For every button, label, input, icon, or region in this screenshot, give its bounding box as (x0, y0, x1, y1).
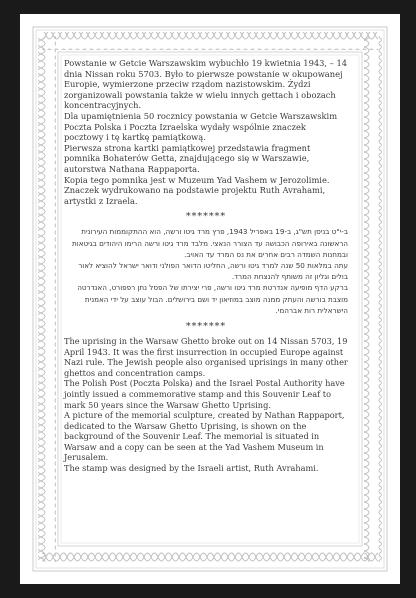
english-section (64, 336, 348, 474)
polish-paragraph-2: Dla upamiętnienia 50 rocznicy powstania w Getcie Warszawskim Poczta Polska i Poczta Izraelska wydały wspólnie znaczek pocztowy i tę kartkę pamiątkową. (64, 110, 338, 143)
hebrew-section (64, 226, 348, 316)
divider-stars-2: ******* (185, 320, 227, 332)
text-content (64, 58, 348, 474)
polish-section (64, 58, 348, 206)
perforation-notch-left (0, 96, 20, 102)
english-paragraph-3: A picture of the memorial sculpture, created by Nathan Rappaport, dedicated to the Warsaw Ghetto Uprising, is shown on the background of the Souvenir Leaf. The memorial is situated in Warsaw and a copy can be seen at the Yad Vashem Museum in Jerusalem. (64, 410, 345, 463)
hebrew-paragraph-3: ברקע הדף מופיעה אנדרטת מרד גיטו ורשה, פרי יצירתו של הפסל נתן רפפורט, האנדרטה מוצבת בורשה והעתק ממנה מוצב במוזיאון יד ושם בירושלים. הבול עוצב על ידי האמנית הישראלית רות אברהמי. (77, 283, 348, 315)
hebrew-paragraph-1: ב-י"ט בניסן תש"ג, ב-19 באפריל 1943, פרץ מרד גיטו ורשה, הוא ההתקוממות העירונית הראשונה באירופה הכבושה עד הצורר הנאצי. מלבד מרד גיטו ורשה הרימו היהודים בגיטאות ובמחנות השמדה רבים אחרים את נס המרד עד האויב. (72, 227, 348, 259)
english-paragraph-4: The stamp was designed by the Israeli artist, Ruth Avrahami. (64, 463, 319, 474)
divider-stars-1: ******* (185, 211, 227, 223)
polish-paragraph-1: Powstanie w Getcie Warszawskim wybuchło 19 kwietnia 1943, – 14 dnia Nissan roku 5703. Było to pierwsze powstanie w okupowanej Europie, wymierzone przeciw rządom nazistowskim. Żydzi zorganizowali powstania także w wielu innych gettach i obozach koncentracyjnych. (64, 58, 348, 111)
perforation-notch-left-lower (0, 496, 20, 502)
english-paragraph-1: The uprising in the Warsaw Ghetto broke out on 14 Nissan 5703, 19 April 1943. It was the first insurrection in occupied Europe against Nazi rule. The Jewish people also organised uprisings in many other ghettos and concentration camps. (64, 335, 348, 378)
polish-paragraph-3: Pierwsza strona kartki pamiątkowej przedstawia fragment pomnika Bohaterów Getta, znajdującego się w Warszawie, autorstwa Nathana Rappaporta. (64, 142, 311, 174)
hebrew-paragraph-2: עתה במלאות 50 שנה למרד גיטו ורשה, החליטו הדואר הפולני ודואר ישראל להוציא לאור בולים וגליון זה משותף להנצחת המרד. (78, 260, 348, 282)
english-paragraph-2: The Polish Post (Poczta Polska) and the Israel Postal Authority have jointly issued a commemorative stamp and this Souvenir Leaf to mark 50 years since the Warsaw Ghetto Uprising. (64, 378, 345, 410)
polish-paragraph-4: Kopia tego pomnika jest w Muzeum Yad Vashem w Jerozolimie. Znaczek wydrukowano na podstawie projektu Ruth Avrahami, artystki z Izraela. (64, 174, 330, 206)
